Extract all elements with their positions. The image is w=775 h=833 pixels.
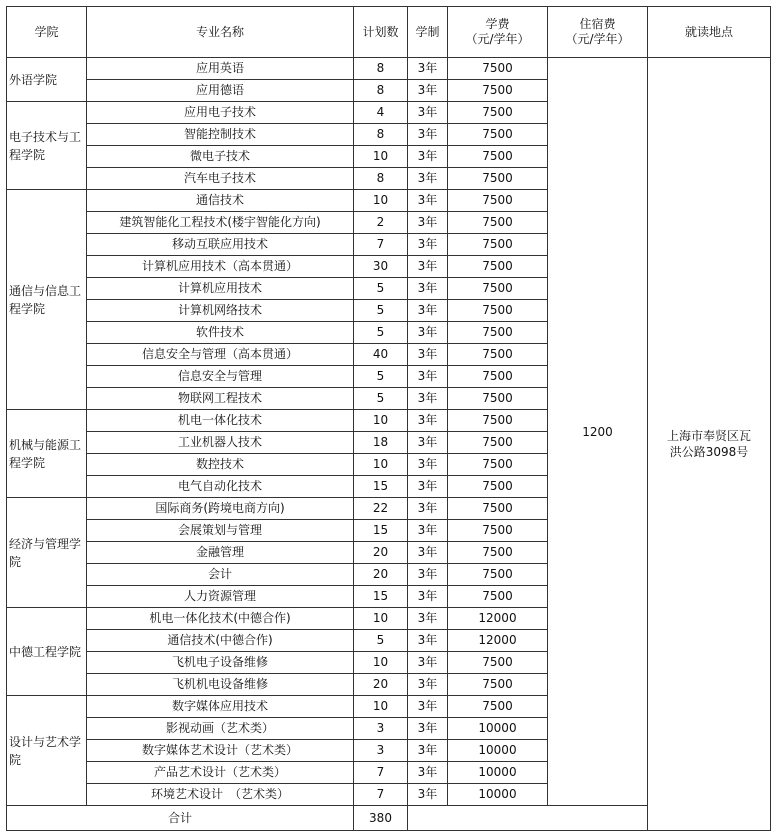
major-cell: 微电子技术 <box>87 146 354 168</box>
years-cell: 3年 <box>408 432 448 454</box>
tuition-cell: 7500 <box>448 146 548 168</box>
college-name: 设计与艺术学院 <box>7 696 87 806</box>
header-major: 专业名称 <box>87 7 354 58</box>
tuition-cell: 7500 <box>448 102 548 124</box>
tuition-cell: 7500 <box>448 520 548 542</box>
major-cell: 数字媒体艺术设计（艺术类） <box>87 740 354 762</box>
tuition-cell: 7500 <box>448 542 548 564</box>
major-cell: 软件技术 <box>87 322 354 344</box>
location: 上海市奉贤区瓦洪公路3098号 <box>648 58 771 831</box>
tuition-cell: 12000 <box>448 630 548 652</box>
plan-cell: 40 <box>354 344 408 366</box>
years-cell: 3年 <box>408 542 448 564</box>
years-cell: 3年 <box>408 454 448 476</box>
major-cell: 信息安全与管理 <box>87 366 354 388</box>
header-tuition: 学费 （元/学年） <box>448 7 548 58</box>
major-cell: 计算机应用技术（高本贯通） <box>87 256 354 278</box>
tuition-cell: 7500 <box>448 212 548 234</box>
major-cell: 会计 <box>87 564 354 586</box>
years-cell: 3年 <box>408 784 448 806</box>
years-cell: 3年 <box>408 300 448 322</box>
years-cell: 3年 <box>408 234 448 256</box>
tuition-cell: 7500 <box>448 256 548 278</box>
major-cell: 影视动画（艺术类） <box>87 718 354 740</box>
major-cell: 应用英语 <box>87 58 354 80</box>
years-cell: 3年 <box>408 476 448 498</box>
years-cell: 3年 <box>408 190 448 212</box>
tuition-cell: 7500 <box>448 278 548 300</box>
plan-cell: 5 <box>354 366 408 388</box>
plan-cell: 20 <box>354 674 408 696</box>
major-cell: 计算机网络技术 <box>87 300 354 322</box>
years-cell: 3年 <box>408 388 448 410</box>
enrollment-table <box>6 6 771 831</box>
college-name: 通信与信息工程学院 <box>7 190 87 410</box>
tuition-cell: 7500 <box>448 234 548 256</box>
plan-cell: 8 <box>354 58 408 80</box>
plan-cell: 15 <box>354 520 408 542</box>
major-cell: 数字媒体应用技术 <box>87 696 354 718</box>
plan-cell: 2 <box>354 212 408 234</box>
major-cell: 工业机器人技术 <box>87 432 354 454</box>
tuition-cell: 7500 <box>448 432 548 454</box>
header-plan: 计划数 <box>354 7 408 58</box>
plan-cell: 4 <box>354 102 408 124</box>
plan-cell: 10 <box>354 608 408 630</box>
major-cell: 智能控制技术 <box>87 124 354 146</box>
years-cell: 3年 <box>408 366 448 388</box>
major-cell: 物联网工程技术 <box>87 388 354 410</box>
years-cell: 3年 <box>408 586 448 608</box>
tuition-cell: 7500 <box>448 498 548 520</box>
plan-cell: 8 <box>354 124 408 146</box>
major-cell: 建筑智能化工程技术(楼宇智能化方向) <box>87 212 354 234</box>
plan-cell: 15 <box>354 476 408 498</box>
major-cell: 通信技术 <box>87 190 354 212</box>
tuition-cell: 7500 <box>448 674 548 696</box>
major-cell: 应用德语 <box>87 80 354 102</box>
major-cell: 产品艺术设计（艺术类） <box>87 762 354 784</box>
college-name: 外语学院 <box>7 58 87 102</box>
major-cell: 电气自动化技术 <box>87 476 354 498</box>
years-cell: 3年 <box>408 278 448 300</box>
major-cell: 人力资源管理 <box>87 586 354 608</box>
years-cell: 3年 <box>408 740 448 762</box>
years-cell: 3年 <box>408 696 448 718</box>
plan-cell: 8 <box>354 80 408 102</box>
plan-cell: 10 <box>354 146 408 168</box>
tuition-cell: 10000 <box>448 718 548 740</box>
years-cell: 3年 <box>408 652 448 674</box>
tuition-cell: 7500 <box>448 564 548 586</box>
tuition-cell: 12000 <box>448 608 548 630</box>
years-cell: 3年 <box>408 608 448 630</box>
years-cell: 3年 <box>408 124 448 146</box>
dorm-fee: 1200 <box>548 58 648 806</box>
tuition-cell: 7500 <box>448 410 548 432</box>
years-cell: 3年 <box>408 520 448 542</box>
tuition-cell: 10000 <box>448 762 548 784</box>
plan-cell: 7 <box>354 234 408 256</box>
plan-cell: 7 <box>354 784 408 806</box>
tuition-cell: 7500 <box>448 476 548 498</box>
years-cell: 3年 <box>408 58 448 80</box>
plan-cell: 15 <box>354 586 408 608</box>
years-cell: 3年 <box>408 344 448 366</box>
years-cell: 3年 <box>408 498 448 520</box>
header-college: 学院 <box>7 7 87 58</box>
plan-cell: 5 <box>354 278 408 300</box>
major-cell: 环境艺术设计 （艺术类） <box>87 784 354 806</box>
plan-cell: 30 <box>354 256 408 278</box>
total-blank <box>408 806 648 831</box>
tuition-cell: 7500 <box>448 124 548 146</box>
tuition-cell: 7500 <box>448 454 548 476</box>
plan-cell: 10 <box>354 652 408 674</box>
years-cell: 3年 <box>408 762 448 784</box>
major-cell: 机电一体化技术(中德合作) <box>87 608 354 630</box>
major-cell: 移动互联应用技术 <box>87 234 354 256</box>
tuition-cell: 10000 <box>448 784 548 806</box>
years-cell: 3年 <box>408 322 448 344</box>
major-cell: 机电一体化技术 <box>87 410 354 432</box>
total-plan: 380 <box>354 806 408 831</box>
tuition-cell: 7500 <box>448 388 548 410</box>
header-row <box>7 7 771 58</box>
plan-cell: 10 <box>354 454 408 476</box>
major-cell: 计算机应用技术 <box>87 278 354 300</box>
plan-cell: 5 <box>354 322 408 344</box>
tuition-cell: 7500 <box>448 344 548 366</box>
years-cell: 3年 <box>408 212 448 234</box>
plan-cell: 5 <box>354 388 408 410</box>
major-cell: 数控技术 <box>87 454 354 476</box>
college-name: 机械与能源工程学院 <box>7 410 87 498</box>
plan-cell: 22 <box>354 498 408 520</box>
total-label: 合计 <box>7 806 354 831</box>
plan-cell: 10 <box>354 190 408 212</box>
plan-cell: 3 <box>354 718 408 740</box>
tuition-cell: 7500 <box>448 586 548 608</box>
plan-cell: 10 <box>354 696 408 718</box>
tuition-cell: 10000 <box>448 740 548 762</box>
years-cell: 3年 <box>408 718 448 740</box>
years-cell: 3年 <box>408 564 448 586</box>
tuition-cell: 7500 <box>448 322 548 344</box>
plan-cell: 5 <box>354 300 408 322</box>
header-years: 学制 <box>408 7 448 58</box>
header-dorm: 住宿费 （元/学年） <box>548 7 648 58</box>
years-cell: 3年 <box>408 630 448 652</box>
major-cell: 飞机电子设备维修 <box>87 652 354 674</box>
years-cell: 3年 <box>408 102 448 124</box>
major-cell: 飞机机电设备维修 <box>87 674 354 696</box>
plan-cell: 3 <box>354 740 408 762</box>
tuition-cell: 7500 <box>448 652 548 674</box>
plan-cell: 5 <box>354 630 408 652</box>
college-name: 中德工程学院 <box>7 608 87 696</box>
plan-cell: 20 <box>354 542 408 564</box>
years-cell: 3年 <box>408 146 448 168</box>
major-cell: 国际商务(跨境电商方向) <box>87 498 354 520</box>
tuition-cell: 7500 <box>448 366 548 388</box>
tuition-cell: 7500 <box>448 168 548 190</box>
major-cell: 金融管理 <box>87 542 354 564</box>
major-cell: 汽车电子技术 <box>87 168 354 190</box>
years-cell: 3年 <box>408 80 448 102</box>
major-cell: 会展策划与管理 <box>87 520 354 542</box>
years-cell: 3年 <box>408 168 448 190</box>
major-cell: 通信技术(中德合作) <box>87 630 354 652</box>
years-cell: 3年 <box>408 256 448 278</box>
plan-cell: 10 <box>354 410 408 432</box>
major-cell: 信息安全与管理（高本贯通） <box>87 344 354 366</box>
tuition-cell: 7500 <box>448 58 548 80</box>
major-cell: 应用电子技术 <box>87 102 354 124</box>
tuition-cell: 7500 <box>448 300 548 322</box>
header-location: 就读地点 <box>648 7 771 58</box>
plan-cell: 8 <box>354 168 408 190</box>
tuition-cell: 7500 <box>448 190 548 212</box>
tuition-cell: 7500 <box>448 80 548 102</box>
tuition-cell: 7500 <box>448 696 548 718</box>
plan-cell: 20 <box>354 564 408 586</box>
table-row <box>7 58 771 80</box>
college-name: 电子技术与工程学院 <box>7 102 87 190</box>
years-cell: 3年 <box>408 410 448 432</box>
years-cell: 3年 <box>408 674 448 696</box>
plan-cell: 7 <box>354 762 408 784</box>
plan-cell: 18 <box>354 432 408 454</box>
college-name: 经济与管理学院 <box>7 498 87 608</box>
